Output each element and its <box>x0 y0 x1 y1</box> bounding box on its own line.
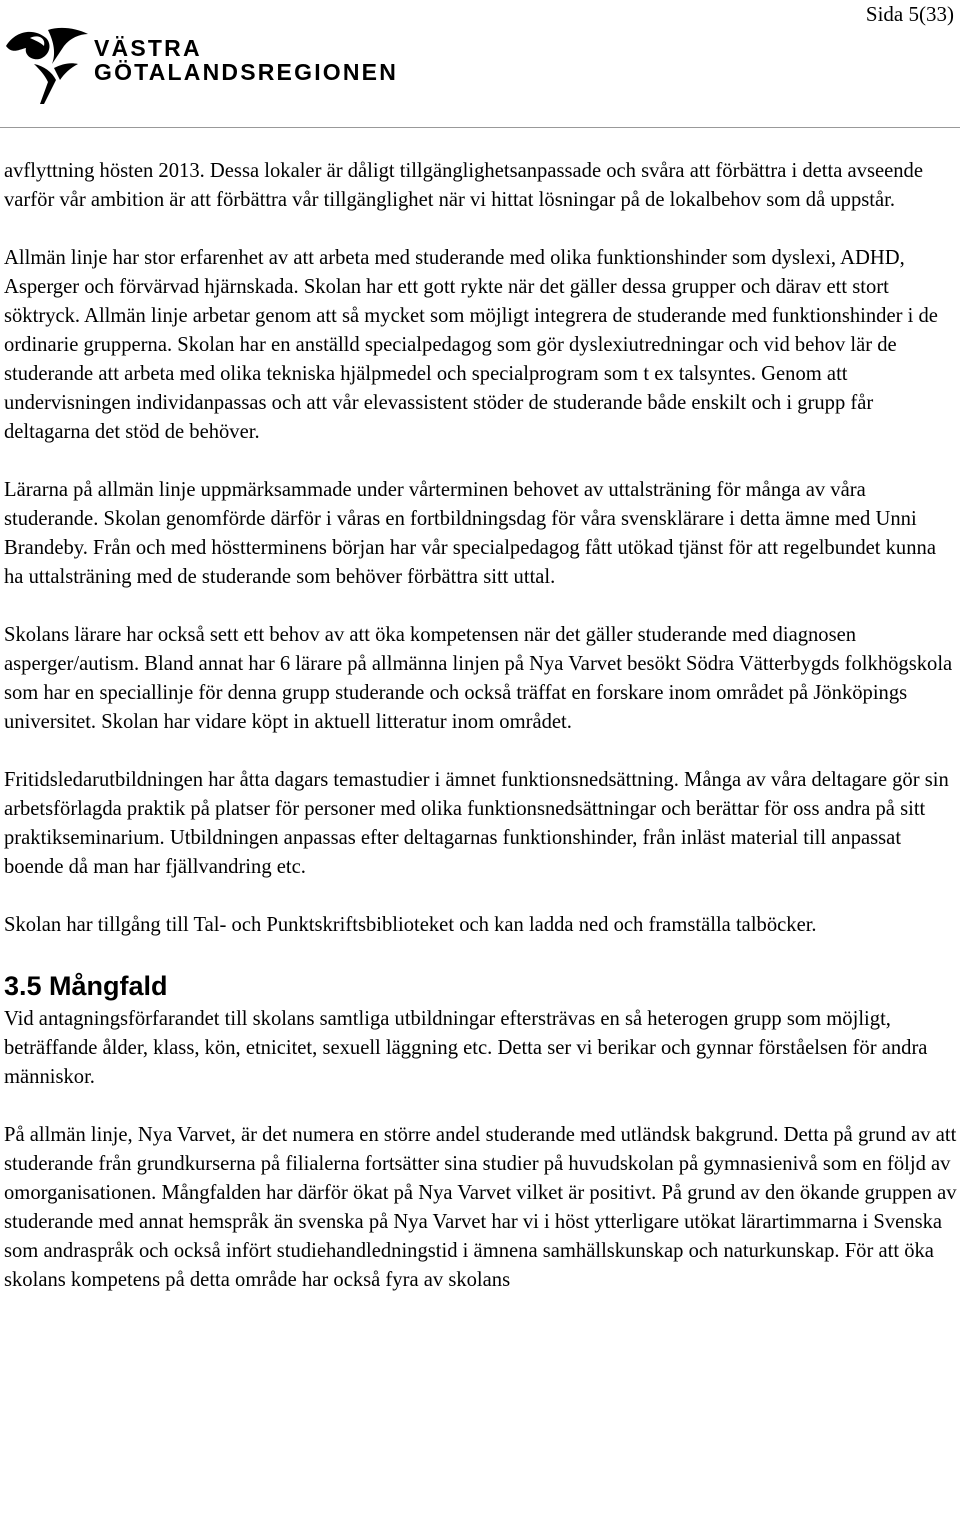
paragraph: Allmän linje har stor erfarenhet av att arbeta med studerande med olika funktionshinder som dyslexi, ADHD, Asperger och förvärvad hjärnskada. Skolan har ett gott rykte när det gäller dessa grupper och därav ett stort söktryck. Allmän linje arbetar genom att så mycket som möjligt integrera de studerande med funktionshinder i de ordinarie grupperna. Skolan har en anställd specialpedagog som gör dyslexiutredningar och vid behov lär de studerande att arbeta med olika tekniska hjälpmedel och specialprogram som t ex talsyntes. Genom att undervisningen individanpassas och att vår elevassistent stöder de studerande både enskilt och i grupp får deltagarna det stöd de behöver. <box>4 247 938 443</box>
logo-line-2: GÖTALANDSREGIONEN <box>94 59 399 85</box>
paragraph: Vid antagningsförfarandet till skolans samtliga utbildningar eftersträvas en så heterogen grupp som möjligt, beträffande ålder, klass, kön, etnicitet, sexuell läggning etc. Detta ser vi berikar och gynnar förståelsen för andra människor. <box>4 1008 928 1088</box>
header-divider <box>0 127 960 128</box>
paragraph: Lärarna på allmän linje uppmärksammade under vårterminen behovet av uttalsträning för många av våra studerande. Skolan genomförde därför i våras en fortbildningsdag för våra svensklärare i detta ämne med Unni Brandeby. Från och med höstterminens början har vår specialpedagog fått utökad tjänst för att regelbundet kunna ha uttalsträning med de studerande som behöver förbättra sitt uttal. <box>4 479 936 588</box>
logo-emblem-icon <box>4 24 92 108</box>
vastra-gotalandsregionen-logo <box>4 24 399 108</box>
paragraph: Skolan har tillgång till Tal- och Punktskriftsbiblioteket och kan ladda ned och framställa talböcker. <box>4 914 817 936</box>
logo-line-1: VÄSTRA <box>94 35 202 61</box>
paragraph: avflyttning hösten 2013. Dessa lokaler är dåligt tillgänglighetsanpassade och svåra att förbättra i detta avseende varför vår ambition är att förbättra vår tillgänglighet när vi hittat lösningar på de lokalbehov som då uppstår. <box>4 160 923 211</box>
section-heading: 3.5 Mångfald <box>4 971 168 1001</box>
paragraph: Fritidsledarutbildningen har åtta dagars temastudier i ämnet funktionsnedsättning. Många av våra deltagare gör sin arbetsförlagda praktik på platser för personer med olika funktionsnedsättningar och berättar för oss andra på sitt praktikseminarium. Utbildningen anpassas efter deltagarnas funktionshinder, från inläst material till anpassat boende då man har fjällvandring etc. <box>4 769 949 878</box>
logo-wordmark <box>94 36 398 84</box>
paragraph: På allmän linje, Nya Varvet, är det numera en större andel studerande med utländsk bakgrund. Detta på grund av att studerande från grundkurserna på filialerna fortsätter sina studier på huvudskolan på gymnasienivå som en följd av omorganisationen. Mångfalden har därför ökat på Nya Varvet vilket är positivt. På grund av den ökande gruppen av studerande med annat hemspråk än svenska på Nya Varvet har vi i höst ytterligare utökat lärartimmarna i Svenska som andraspråk och också infört studiehandledningstid i ämnena samhällskunskap och naturkunskap. För att öka skolans kompetens på detta område har också fyra av skolans <box>4 1124 957 1291</box>
page-number: Sida 5(33) <box>865 2 954 26</box>
document-body <box>4 157 958 1324</box>
paragraph: Skolans lärare har också sett ett behov av att öka kompetensen när det gäller studerande med diagnosen asperger/autism. Bland annat har 6 lärare på allmänna linjen på Nya Varvet besökt Södra Vätterbygds folkhögskola som har en speciallinje för denna grupp studerande och också träffat en forskare inom området på Jönköpings universitet. Skolan har vidare köpt in aktuell litteratur inom området. <box>4 624 953 733</box>
